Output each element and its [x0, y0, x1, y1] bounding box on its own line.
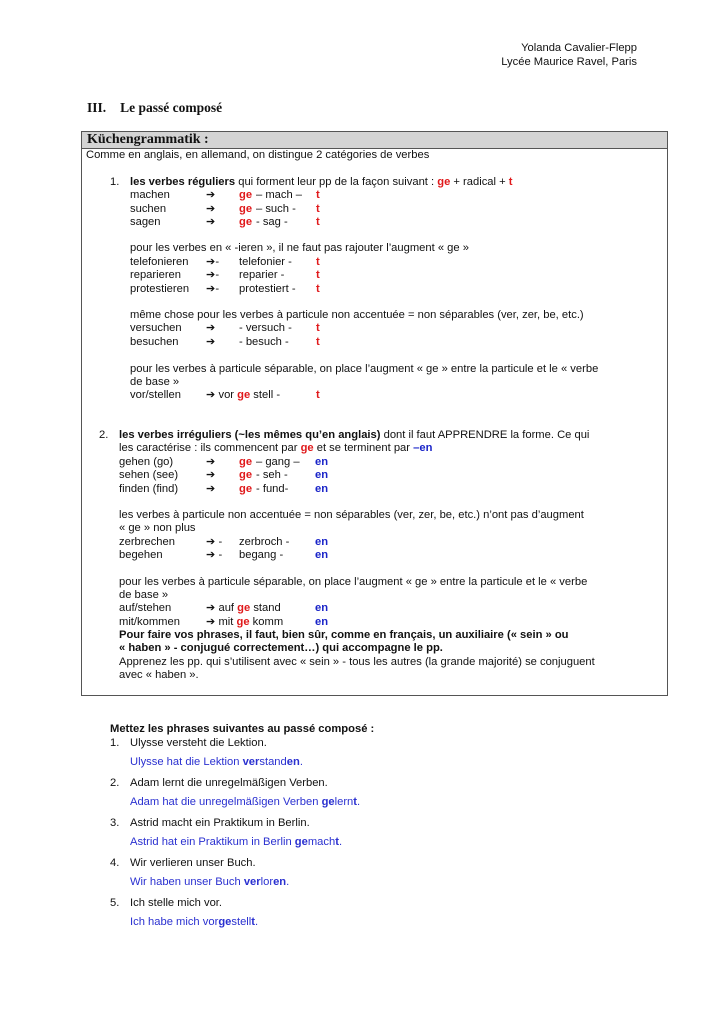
- verb: begehen: [119, 549, 163, 561]
- arrow-icon: ➔ auf: [206, 602, 238, 614]
- stem: stell -: [250, 389, 281, 401]
- irr-insep-note-line2: « ge » non plus: [119, 522, 196, 534]
- stem: - besuch -: [239, 336, 289, 348]
- formula-mid: + radical +: [450, 176, 509, 188]
- stem: telefonier -: [239, 256, 292, 268]
- answer-marker: ge: [218, 916, 232, 928]
- exercise-sentence: Ulysse versteht die Lektion.: [130, 737, 267, 749]
- exercise-number: 4.: [110, 857, 120, 869]
- answer-marker: ver: [242, 756, 260, 768]
- prefix-ge: ge: [239, 483, 253, 495]
- verb: telefonieren: [130, 256, 189, 268]
- ending: t: [316, 389, 320, 401]
- answer-marker: ge: [294, 836, 308, 848]
- answer-text: lor: [260, 876, 274, 888]
- stem: – gang –: [256, 456, 300, 468]
- arrow-icon: ➔: [206, 322, 216, 334]
- arrow-icon: ➔: [206, 483, 216, 495]
- verb: reparieren: [130, 269, 181, 281]
- answer-text: Astrid hat ein Praktikum in Berlin: [130, 836, 295, 848]
- answer-marker: t: [353, 796, 358, 808]
- answer-text: stell: [231, 916, 252, 928]
- regular-heading-rest: qui forment leur pp de la façon suivant :: [235, 176, 438, 188]
- ending: en: [315, 469, 329, 481]
- answer-text: mach: [307, 836, 336, 848]
- irr-insep-note-line1: les verbes à particule non accentuée = non séparables (ver, zer, be, etc.) n’ont pas d’augment: [119, 509, 584, 521]
- verb: besuchen: [130, 336, 179, 348]
- verb: sehen (see): [119, 469, 179, 481]
- arrow-icon: ➔-: [206, 269, 220, 281]
- auxiliary-note-line2: « haben » - conjugué correctement…) qui accompagne le pp.: [119, 642, 443, 654]
- irregular-number: 2.: [99, 429, 109, 441]
- exercise-answer: [130, 876, 289, 889]
- arrow-icon: ➔ -: [206, 536, 223, 548]
- answer-text: Adam hat die unregelmäßigen Verben: [130, 796, 322, 808]
- irregular-heading: les verbes irréguliers (~les mêmes qu’en anglais): [119, 429, 381, 441]
- formula-ge: ge: [437, 176, 451, 188]
- arrow-icon: ➔: [206, 203, 216, 215]
- ieren-note: pour les verbes en « -ieren », il ne faut pas rajouter l’augment « ge »: [130, 242, 469, 254]
- prefix-ge: ge: [239, 456, 253, 468]
- line2-text: les caractérise : ils commencent par: [119, 442, 301, 454]
- exercise-sentence: Wir verlieren unser Buch.: [130, 857, 256, 869]
- school-name: Lycée Maurice Ravel, Paris: [501, 56, 637, 68]
- stem: begang -: [239, 549, 284, 561]
- answer-marker: en: [273, 876, 287, 888]
- answer-text: lern: [334, 796, 354, 808]
- arrow-icon: ➔: [206, 456, 216, 468]
- stem: protestiert -: [239, 283, 296, 295]
- arrow-icon: ➔-: [206, 283, 220, 295]
- stem: – mach –: [256, 189, 303, 201]
- exercise-answer: [130, 756, 303, 769]
- sep-form: [206, 602, 281, 615]
- answer-marker: en: [286, 756, 300, 768]
- stem: – such -: [256, 203, 296, 215]
- stem: - sag -: [256, 216, 288, 228]
- answer-text: stand: [259, 756, 287, 768]
- arrow-icon: ➔ mit: [206, 616, 237, 628]
- stem: - seh -: [256, 469, 288, 481]
- irregular-line2: [119, 442, 432, 455]
- verb: suchen: [130, 203, 167, 215]
- verb: finden (find): [119, 483, 179, 495]
- stem: - fund-: [256, 483, 289, 495]
- ending: en: [315, 456, 329, 468]
- prefix-ge: ge: [237, 389, 251, 401]
- section-number: III.: [87, 100, 107, 115]
- prefix-ge: ge: [236, 616, 250, 628]
- arrow-icon: ➔ vor: [206, 389, 238, 401]
- formula-t: t: [508, 176, 513, 188]
- ending: t: [316, 269, 320, 281]
- irr-sep-note-line2: de base »: [119, 589, 169, 601]
- ending: en: [315, 602, 329, 614]
- prefix-ge: ge: [239, 216, 253, 228]
- arrow-icon: ➔-: [206, 256, 220, 268]
- exercise-sentence: Ich stelle mich vor.: [130, 897, 223, 909]
- arrow-icon: ➔: [206, 216, 216, 228]
- ending: t: [316, 283, 320, 295]
- stem: stand: [250, 602, 281, 614]
- regular-heading: les verbes réguliers: [130, 176, 236, 188]
- ending: t: [316, 203, 320, 215]
- sep-form: [206, 616, 283, 629]
- verb: vor/stellen: [130, 389, 181, 401]
- exercise-answer: [130, 836, 342, 849]
- verb: versuchen: [130, 322, 182, 334]
- answer-marker: ge: [321, 796, 335, 808]
- sein-note-line1: Apprenez les pp. qui s’utilisent avec « sein » - tous les autres (la grande majorité) se conjuguent: [119, 656, 595, 668]
- exercise-number: 5.: [110, 897, 120, 909]
- author-name: Yolanda Cavalier-Flepp: [521, 42, 637, 54]
- exercise-number: 3.: [110, 817, 120, 829]
- sep-note-line2: de base »: [130, 376, 180, 388]
- answer-text: Wir haben unser Buch: [130, 876, 244, 888]
- irregular-heading-line: [119, 429, 589, 442]
- regular-heading-line: [130, 176, 513, 189]
- arrow-icon: ➔: [206, 469, 216, 481]
- sep-note-line1: pour les verbes à particule séparable, on place l’augment « ge » entre la particule et le « verbe: [130, 363, 599, 375]
- verb: mit/kommen: [119, 616, 180, 628]
- answer-text: .: [338, 836, 343, 848]
- answer-text: .: [286, 876, 290, 888]
- verb: gehen (go): [119, 456, 174, 468]
- answer-text: .: [357, 796, 361, 808]
- stem: zerbroch -: [239, 536, 290, 548]
- stem: komm: [249, 616, 284, 628]
- answer-text: .: [299, 756, 303, 768]
- arrow-icon: ➔ -: [206, 549, 223, 561]
- ending: t: [316, 322, 320, 334]
- answer-marker: t: [335, 836, 339, 848]
- verb: protestieren: [130, 283, 190, 295]
- prefix-ge: ge: [239, 469, 253, 481]
- ending: en: [315, 616, 329, 628]
- ending: en: [315, 536, 329, 548]
- prefix-ge: ge: [237, 602, 251, 614]
- answer-text: Ulysse hat die Lektion: [130, 756, 243, 768]
- section-title-text: Le passé composé: [120, 100, 223, 115]
- insep-note: même chose pour les verbes à particule non accentuée = non séparables (ver, zer, be, etc.): [130, 309, 584, 321]
- verb: sagen: [130, 216, 161, 228]
- section-title: [87, 101, 222, 114]
- irr-sep-note-line1: pour les verbes à particule séparable, on place l’augment « ge » entre la particule et le « verbe: [119, 576, 588, 588]
- answer-marker: t: [251, 916, 256, 928]
- prefix-ge: ge: [239, 203, 253, 215]
- stem: reparier -: [239, 269, 285, 281]
- irregular-heading-rest: dont il faut APPRENDRE la forme. Ce qui: [380, 429, 590, 441]
- exercise-answer: [130, 916, 258, 929]
- grammar-box-title: Küchengrammatik :: [87, 132, 209, 147]
- ending: t: [316, 336, 320, 348]
- answer-text: .: [255, 916, 259, 928]
- exercise-answer: [130, 796, 360, 809]
- exercise-instruction: Mettez les phrases suivantes au passé composé :: [110, 723, 375, 735]
- exercise-sentence: Astrid macht ein Praktikum in Berlin.: [130, 817, 310, 829]
- regular-number: 1.: [110, 176, 120, 188]
- ending: t: [316, 189, 320, 201]
- stem: - versuch -: [239, 322, 292, 334]
- verb: auf/stehen: [119, 602, 172, 614]
- arrow-icon: ➔: [206, 189, 216, 201]
- sep-form: [206, 389, 280, 402]
- exercise-sentence: Adam lernt die unregelmäßigen Verben.: [130, 777, 328, 789]
- prefix-ge: ge: [239, 189, 253, 201]
- ending: t: [316, 216, 320, 228]
- auxiliary-note-line1: Pour faire vos phrases, il faut, bien sûr, comme en français, un auxiliaire (« sein » ou: [119, 629, 569, 641]
- exercise-number: 2.: [110, 777, 120, 789]
- prefix-ge: ge: [300, 442, 314, 454]
- intro-text: Comme en anglais, en allemand, on distingue 2 catégories de verbes: [86, 149, 430, 161]
- arrow-icon: ➔: [206, 336, 216, 348]
- answer-text: Ich habe mich vor: [130, 916, 219, 928]
- ending: en: [315, 483, 329, 495]
- ending-en: –en: [413, 442, 433, 454]
- answer-marker: ver: [243, 876, 261, 888]
- ending: en: [315, 549, 329, 561]
- verb: zerbrechen: [119, 536, 175, 548]
- line2-text-b: et se terminent par: [313, 442, 414, 454]
- sein-note-line2: avec « haben ».: [119, 669, 199, 681]
- verb: machen: [130, 189, 170, 201]
- exercise-number: 1.: [110, 737, 120, 749]
- ending: t: [316, 256, 320, 268]
